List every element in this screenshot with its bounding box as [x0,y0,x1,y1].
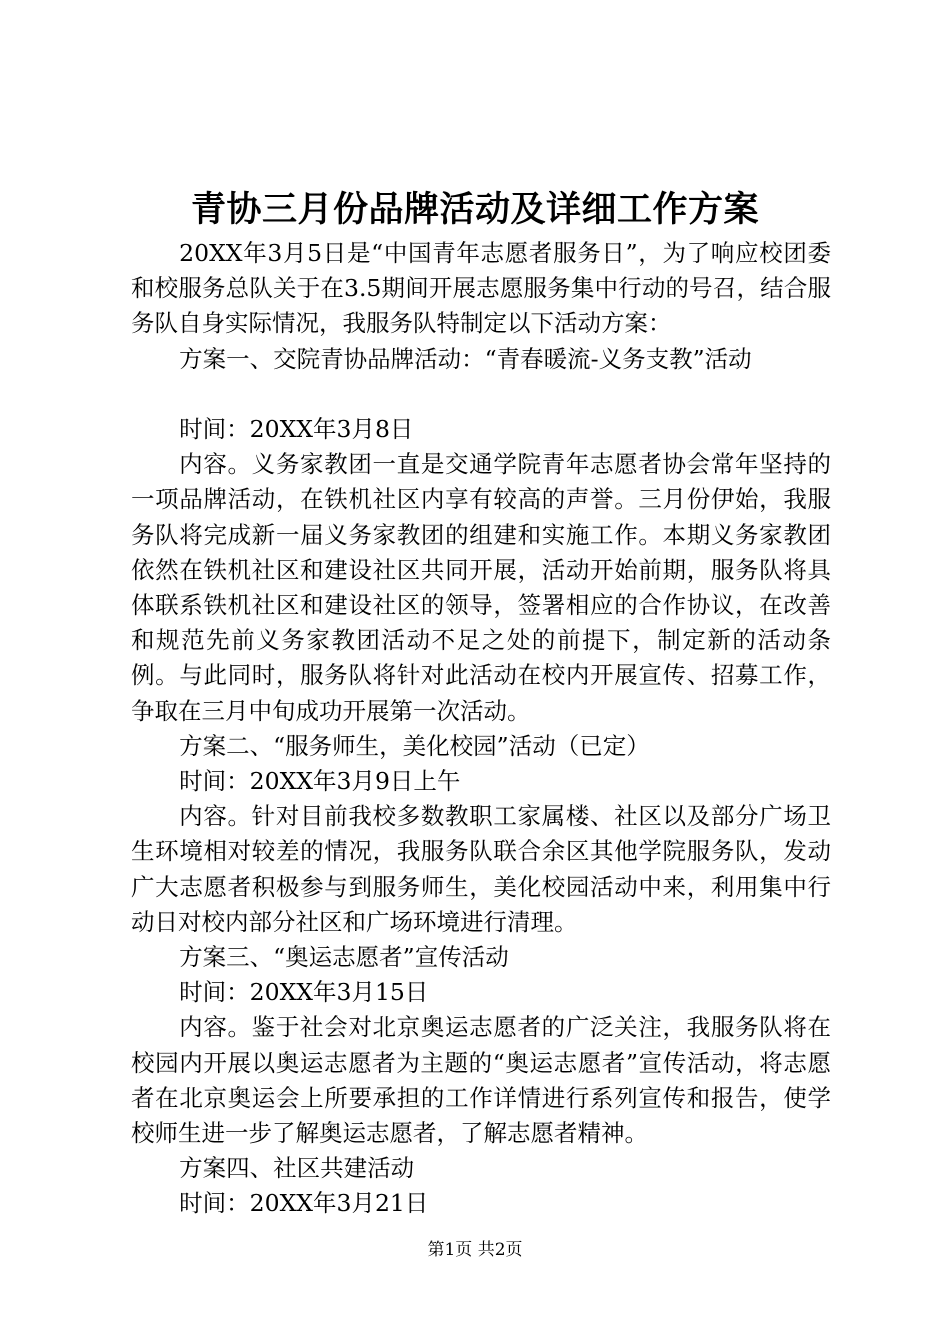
plan-one-heading: 方案一、交院青协品牌活动：“青春暖流-义务支教”活动 [179,344,752,373]
plan-three-content: 内容。鉴于社会对北京奥运志愿者的广泛关注，我服务队将在校园内开展以奥运志愿者为主题的“奥运志愿者”宣传活动，将志愿者在北京奥运会上所要承担的工作详情进行系列宣传和报告，使学校师生进一步了解奥运志愿者，了解志愿者精神。 [131,1013,831,1148]
intro-paragraph: 20XX年3月5日是“中国青年志愿者服务日”，为了响应校团委和校服务总队关于在3.5期间开展志愿服务集中行动的号召，结合服务队自身实际情况，我服务队特制定以下活动方案： [131,239,831,338]
plan-three-heading: 方案三、“奥运志愿者”宣传活动 [179,943,509,972]
plan-two-content: 内容。针对目前我校多数教职工家属楼、社区以及部分广场卫生环境相对较差的情况，我服务队联合余区其他学院服务队，发动广大志愿者积极参与到服务师生，美化校园活动中来，利用集中行动日对校内部分社区和广场环境进行清理。 [131,802,831,936]
plan-two-heading: 方案二、“服务师生，美化校园”活动（已定） [179,731,650,760]
document-body [131,236,831,1222]
plan-three-time: 时间：20XX年3月15日 [179,978,429,1007]
document-title: 青协三月份品牌活动及详细工作方案 [190,189,759,230]
plan-four-time: 时间：20XX年3月21日 [179,1189,429,1218]
plan-one-time: 时间：20XX年3月8日 [179,415,414,443]
plan-two-time: 时间：20XX年3月9日上午 [179,767,461,796]
plan-one-content: 内容。义务家教团一直是交通学院青年志愿者协会常年坚持的一项品牌活动，在铁机社区内享有较高的声誉。三月份伊始，我服务队将完成新一届义务家教团的组建和实施工作。本期义务家教团依然在铁机社区和建设社区共同开展，活动开始前期，服务队将具体联系铁机社区和建设社区的领导，签署相应的合作协议，在改善和规范先前义务家教团活动不足之处的前提下，制定新的活动条例。与此同时，服务队将针对此活动在校内开展宣传、招募工作，争取在三月中旬成功开展第一次活动。 [131,450,831,725]
blank-line [131,377,831,412]
page-footer: 第1页 共2页 [427,1240,523,1260]
plan-four-heading: 方案四、社区共建活动 [179,1154,415,1183]
